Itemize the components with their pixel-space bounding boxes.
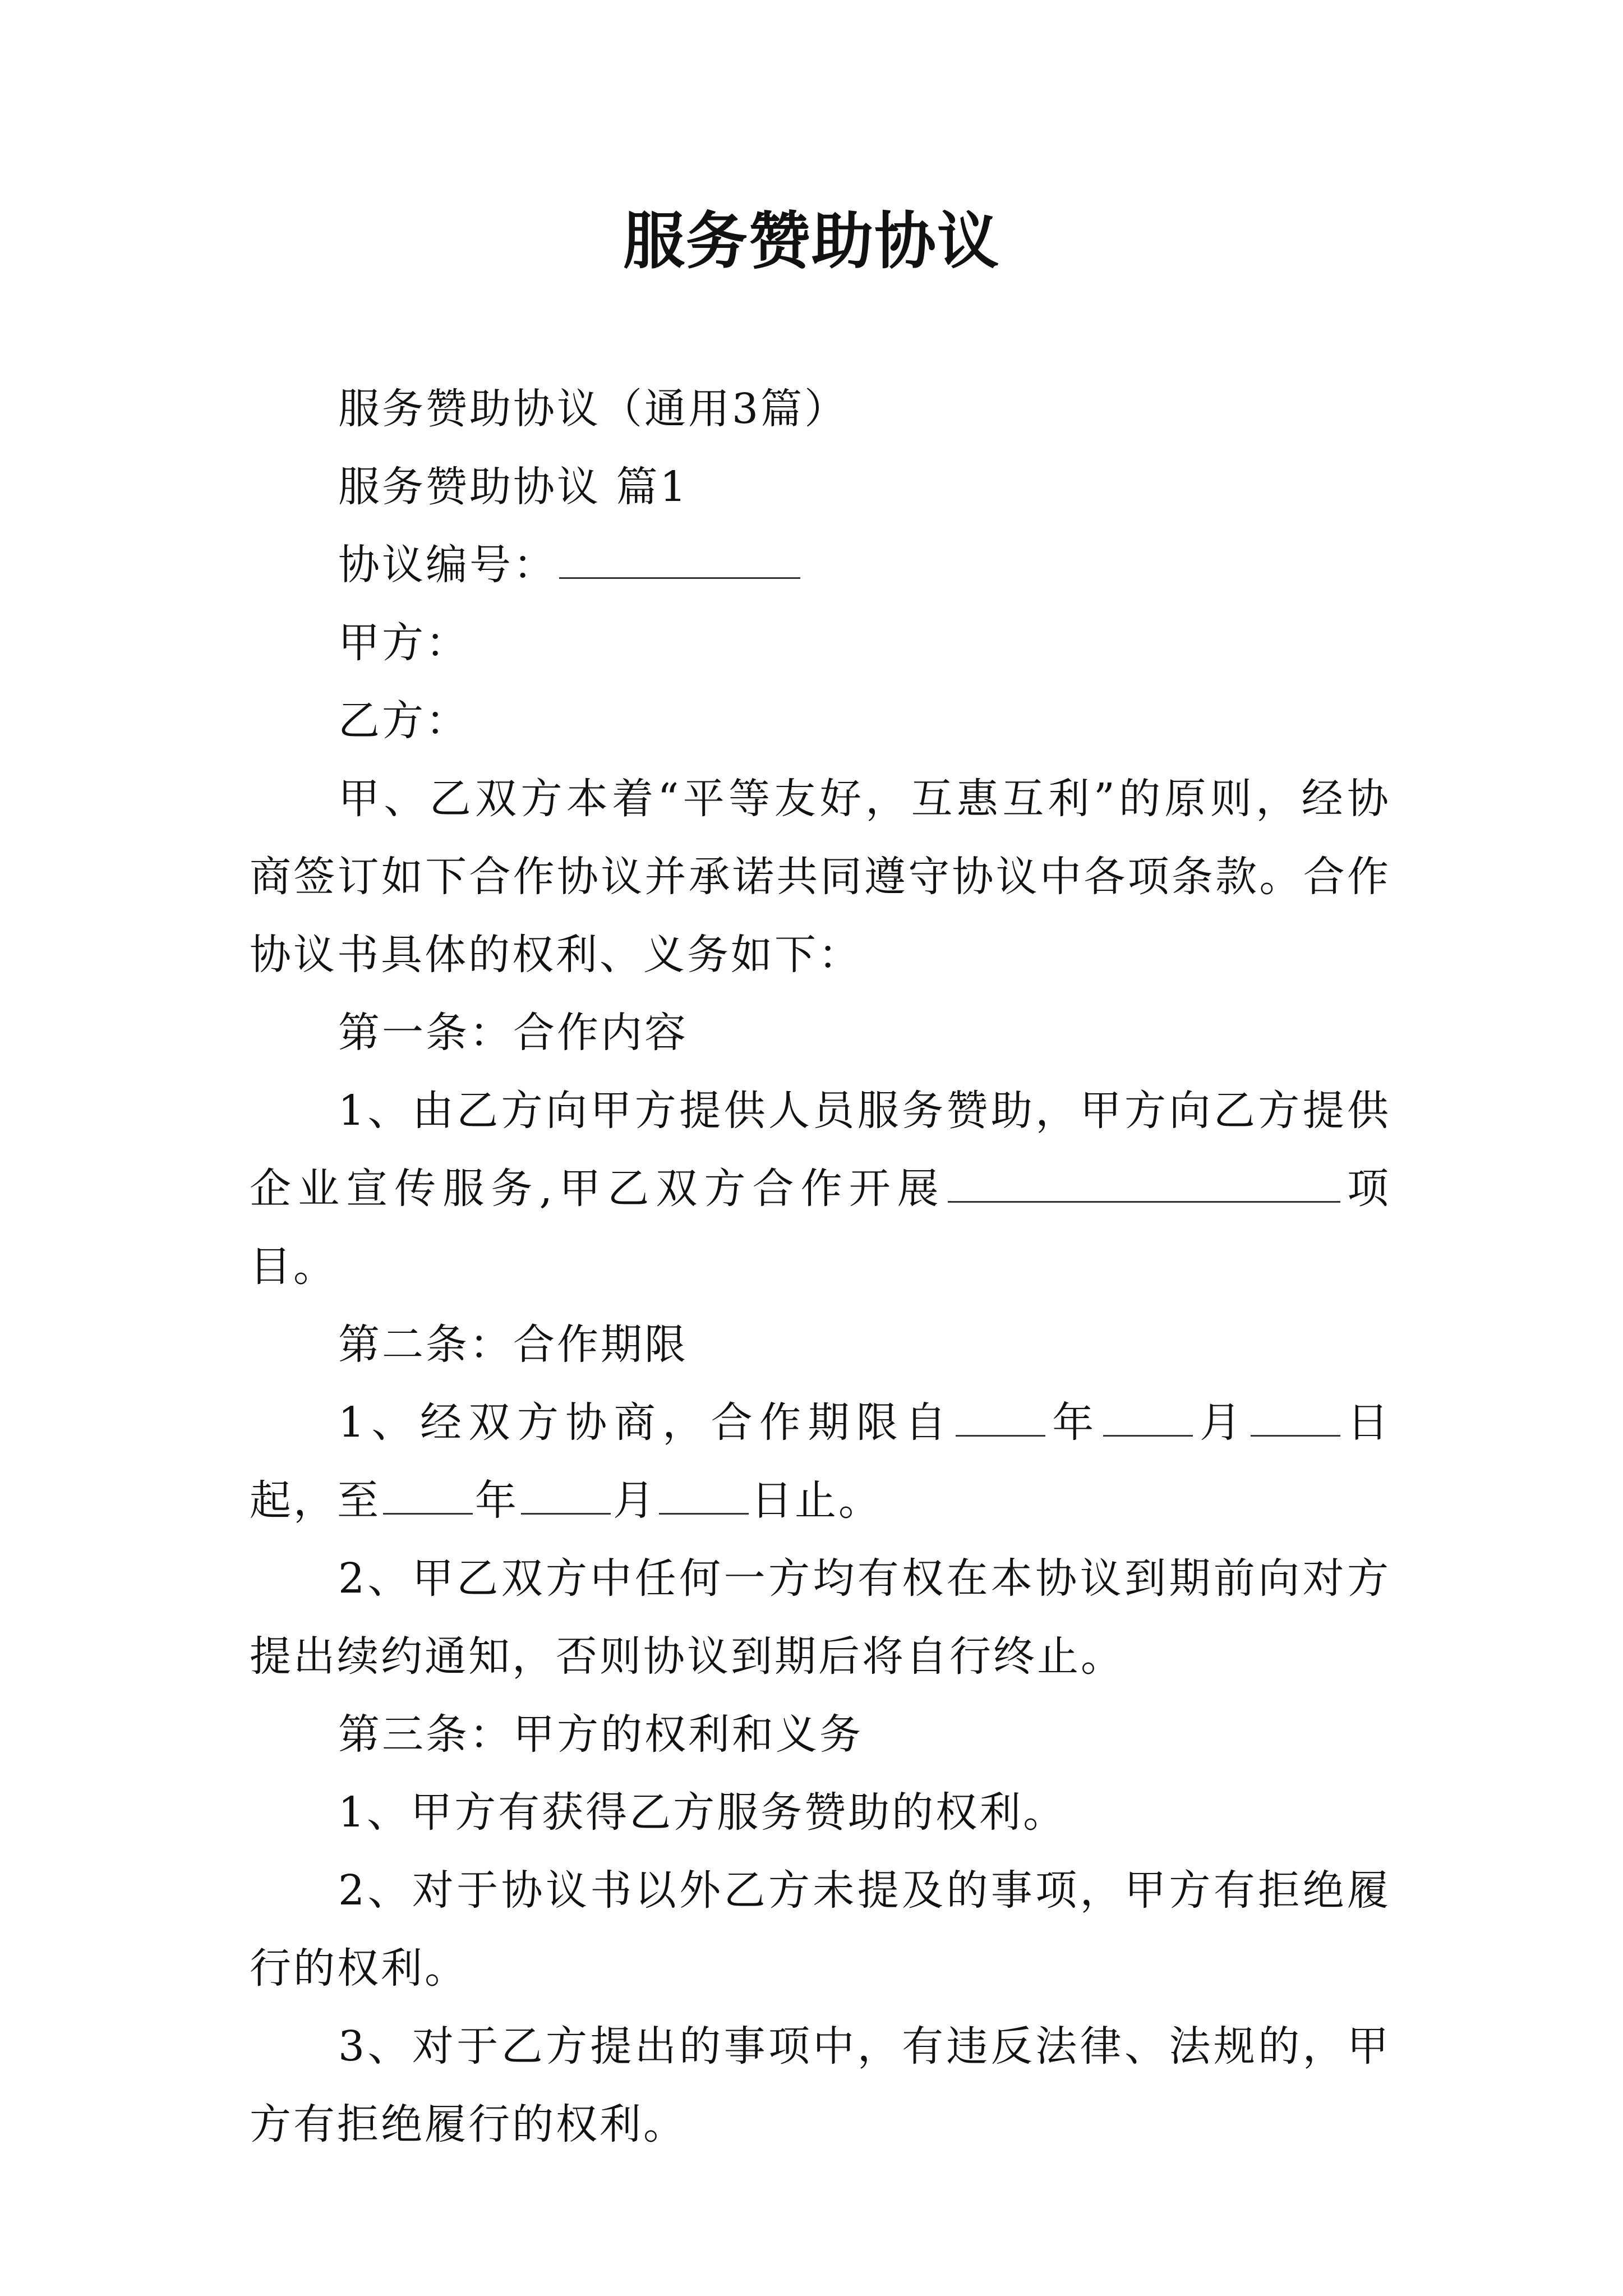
article-3-heading: 第三条：甲方的权利和义务 [338,1710,863,1759]
end-day-label: 日止。 [751,1476,882,1525]
agreement-number-label: 协议编号： [338,541,557,589]
section-heading: 服务赞助协议 篇1 [338,463,689,511]
document-body [250,370,1391,2164]
end-day-blank [659,1478,749,1515]
end-month-blank [521,1478,611,1515]
start-year-label: 年 [1047,1398,1101,1447]
term-text-start: 1、经双方协商，合作期限自 [338,1398,953,1447]
party-a-label: 甲方： [338,619,469,667]
article-2-heading: 第二条：合作期限 [338,1320,688,1369]
start-month-label: 月 [1195,1398,1248,1447]
agreement-number-blank [559,542,800,579]
article-3-item-2: 2、对于协议书以外乙方未提及的事项，甲方有拒绝履行的权利。 [250,1866,1391,1993]
start-year-blank [956,1400,1045,1437]
article-1-item-1-suffix: 项目。 [250,1165,1391,1291]
article-1-heading: 第一条：合作内容 [338,1009,688,1057]
article-1-item-1 [250,1072,1391,1306]
end-month-label: 月 [613,1476,657,1525]
start-day-label: 日起，至 [250,1398,1391,1525]
article-2-item-1 [250,1384,1391,1540]
document-subtitle: 服务赞助协议（通用3篇） [338,385,849,433]
start-month-blank [1103,1400,1193,1437]
project-name-blank [948,1166,1340,1203]
end-year-blank [383,1478,473,1515]
agreement-number-line [250,526,1391,604]
article-2-item-2: 2、甲乙双方中任何一方均有权在本协议到期前向对方提出续约通知，否则协议到期后将自行终止。 [250,1554,1391,1681]
end-year-label: 年 [475,1476,519,1525]
party-b-label: 乙方： [338,697,469,745]
article-3-item-3: 3、对于乙方提出的事项中，有违反法律、法规的，甲方有拒绝履行的权利。 [250,2022,1391,2148]
start-day-blank [1251,1400,1340,1437]
article-3-item-1: 1、甲方有获得乙方服务赞助的权利。 [338,1788,1067,1837]
intro-paragraph: 甲、乙双方本着“平等友好，互惠互利”的原则，经协商签订如下合作协议并承诺共同遵守协议中各项条款。合作协议书具体的权利、义务如下： [250,775,1391,979]
article-1-item-1-text: 1、由乙方向甲方提供人员服务赞助，甲方向乙方提供企业宣传服务,甲乙双方合作开展 [250,1087,1391,1213]
document-title: 服务赞助协议 [623,205,1000,277]
